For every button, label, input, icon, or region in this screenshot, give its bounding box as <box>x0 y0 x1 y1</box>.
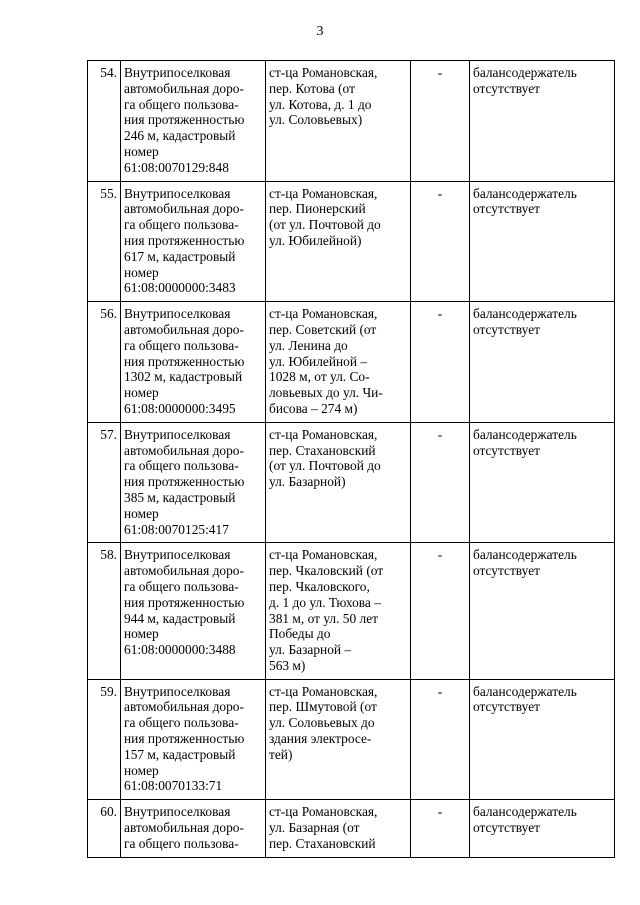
road-location-line: пер. Стахановский <box>269 442 376 458</box>
road-name-line: Внутрипоселковая <box>124 185 231 201</box>
road-name-line: 1302 м, кадастровый <box>124 369 243 385</box>
road-name-line: автомобильная доро- <box>124 201 244 217</box>
road-location-line: бисова – 274 м) <box>269 400 358 416</box>
road-location-cell <box>266 61 411 182</box>
road-name-line: Внутрипоселковая <box>124 547 231 563</box>
balance-holder-line: балансодержатель <box>473 426 577 442</box>
road-name-line: ния протяженностью <box>124 112 245 128</box>
road-registry-table <box>87 60 615 858</box>
road-location-line: ст-ца Романовская, <box>269 426 378 442</box>
empty-value-cell: - <box>411 181 470 302</box>
road-location-line: ст-ца Романовская, <box>269 65 378 80</box>
road-name-line: автомобильная доро- <box>124 563 244 579</box>
road-location-line: 563 м) <box>269 657 306 673</box>
balance-holder-cell <box>470 61 615 182</box>
table-row <box>88 543 615 679</box>
road-location-line: ул. Базарная (от <box>269 820 360 836</box>
road-location-line: ул. Котова, д. 1 до <box>269 96 372 112</box>
balance-holder-line: балансодержатель <box>473 185 577 201</box>
road-location-line: ст-ца Романовская, <box>269 185 378 201</box>
balance-holder-line: отсутствует <box>473 820 540 836</box>
road-name-line: 157 м, кадастровый <box>124 746 236 762</box>
road-location-line: Победы до <box>269 626 331 642</box>
balance-holder-line: балансодержатель <box>473 683 577 699</box>
table-row <box>88 800 615 857</box>
balance-holder-line: отсутствует <box>473 80 540 96</box>
balance-holder-cell <box>470 422 615 543</box>
balance-holder-line: балансодержатель <box>473 804 577 820</box>
road-name-line: 61:08:0070133:71 <box>124 778 223 794</box>
road-location-line: ст-ца Романовская, <box>269 547 378 563</box>
road-name-line: га общего пользова- <box>124 96 239 112</box>
road-name-line: Внутрипоселковая <box>124 306 231 322</box>
road-name-line: ния протяженностью <box>124 353 245 369</box>
road-name-line: Внутрипоселковая <box>124 426 231 442</box>
road-location-line: ст-ца Романовская, <box>269 683 378 699</box>
road-location-line: пер. Котова (от <box>269 80 355 96</box>
road-name-line: Внутрипоселковая <box>124 683 231 699</box>
road-name-line: га общего пользова- <box>124 337 239 353</box>
empty-value-cell: - <box>411 543 470 679</box>
road-name-line: га общего пользова- <box>124 835 239 851</box>
balance-holder-cell <box>470 302 615 423</box>
road-location-line: д. 1 до ул. Тюхова – <box>269 594 381 610</box>
balance-holder-cell <box>470 181 615 302</box>
table-row <box>88 302 615 423</box>
table-row <box>88 679 615 800</box>
row-number-cell: 55. <box>88 181 121 302</box>
row-number-cell: 59. <box>88 679 121 800</box>
balance-holder-cell <box>470 800 615 857</box>
road-location-line: 381 м, от ул. 50 лет <box>269 610 379 626</box>
road-location-line: ст-ца Романовская, <box>269 306 378 322</box>
road-location-line: ул. Соловьевых) <box>269 112 363 128</box>
road-location-line: (от ул. Почтовой до <box>269 217 381 233</box>
road-location-cell <box>266 800 411 857</box>
road-location-line: пер. Чкаловский (от <box>269 563 384 579</box>
road-name-line: ния протяженностью <box>124 474 245 490</box>
road-name-cell <box>121 543 266 679</box>
road-name-line: автомобильная доро- <box>124 699 244 715</box>
page-number: 3 <box>316 24 324 39</box>
balance-holder-line: отсутствует <box>473 442 540 458</box>
road-name-line: 385 м, кадастровый <box>124 489 236 505</box>
road-location-cell <box>266 679 411 800</box>
road-name-cell <box>121 181 266 302</box>
balance-holder-line: отсутствует <box>473 321 540 337</box>
road-location-cell <box>266 422 411 543</box>
road-name-line: автомобильная доро- <box>124 321 244 337</box>
road-name-line: номер <box>124 143 159 159</box>
road-location-line: ул. Юбилейной) <box>269 232 362 248</box>
row-number-cell: 57. <box>88 422 121 543</box>
road-name-line: 617 м, кадастровый <box>124 248 236 264</box>
road-name-line: га общего пользова- <box>124 578 239 594</box>
table-body <box>88 61 615 858</box>
road-location-cell <box>266 543 411 679</box>
road-name-cell <box>121 800 266 857</box>
road-name-line: ния протяженностью <box>124 594 245 610</box>
road-name-line: Внутрипоселковая <box>124 65 231 80</box>
balance-holder-line: отсутствует <box>473 201 540 217</box>
empty-value-cell: - <box>411 302 470 423</box>
balance-holder-line: балансодержатель <box>473 306 577 322</box>
row-number-cell: 60. <box>88 800 121 857</box>
road-name-line: га общего пользова- <box>124 715 239 731</box>
road-location-line: пер. Пионерский <box>269 201 366 217</box>
road-name-line: номер <box>124 762 159 778</box>
row-number-cell: 54. <box>88 61 121 182</box>
road-name-cell <box>121 61 266 182</box>
table-row <box>88 181 615 302</box>
road-name-line: ния протяженностью <box>124 232 245 248</box>
road-name-line: 61:08:0000000:3483 <box>124 280 236 296</box>
empty-value-cell: - <box>411 61 470 182</box>
road-name-line: 61:08:0000000:3488 <box>124 642 236 658</box>
road-location-line: 1028 м, от ул. Со- <box>269 369 370 385</box>
road-name-line: 61:08:0000000:3495 <box>124 400 236 416</box>
road-name-cell <box>121 679 266 800</box>
road-location-cell <box>266 302 411 423</box>
road-name-line: автомобильная доро- <box>124 442 244 458</box>
road-name-cell <box>121 302 266 423</box>
road-location-line: тей) <box>269 746 293 762</box>
empty-value-cell: - <box>411 800 470 857</box>
empty-value-cell: - <box>411 679 470 800</box>
road-location-line: пер. Шмутовой (от <box>269 699 377 715</box>
road-location-line: пер. Стахановский <box>269 835 376 851</box>
road-location-line: ул. Базарной) <box>269 474 346 490</box>
road-name-line: 944 м, кадастровый <box>124 610 236 626</box>
road-location-line: пер. Советский (от <box>269 321 377 337</box>
row-number-cell: 58. <box>88 543 121 679</box>
road-location-line: ловьевых до ул. Чи- <box>269 385 383 401</box>
road-name-line: номер <box>124 626 159 642</box>
balance-holder-cell <box>470 679 615 800</box>
road-name-line: 61:08:0070129:848 <box>124 159 229 175</box>
balance-holder-line: отсутствует <box>473 699 540 715</box>
table-row <box>88 422 615 543</box>
balance-holder-line: балансодержатель <box>473 65 577 80</box>
road-name-line: ния протяженностью <box>124 731 245 747</box>
road-name-line: автомобильная доро- <box>124 80 244 96</box>
road-name-line: номер <box>124 264 159 280</box>
road-location-line: ул. Ленина до <box>269 337 348 353</box>
table-row <box>88 61 615 182</box>
road-name-line: 246 м, кадастровый <box>124 128 236 144</box>
road-name-cell <box>121 422 266 543</box>
road-location-line: пер. Чкаловского, <box>269 578 370 594</box>
road-name-line: автомобильная доро- <box>124 820 244 836</box>
road-location-line: ул. Юбилейной – <box>269 353 368 369</box>
balance-holder-line: отсутствует <box>473 563 540 579</box>
road-name-line: га общего пользова- <box>124 217 239 233</box>
road-location-line: ст-ца Романовская, <box>269 804 378 820</box>
empty-value-cell: - <box>411 422 470 543</box>
row-number-cell: 56. <box>88 302 121 423</box>
road-name-line: 61:08:0070125:417 <box>124 521 229 537</box>
road-name-line: номер <box>124 505 159 521</box>
road-location-line: (от ул. Почтовой до <box>269 458 381 474</box>
road-name-line: Внутрипоселковая <box>124 804 231 820</box>
road-name-line: га общего пользова- <box>124 458 239 474</box>
road-location-line: ул. Соловьевых до <box>269 715 375 731</box>
balance-holder-line: балансодержатель <box>473 547 577 563</box>
balance-holder-cell <box>470 543 615 679</box>
road-name-line: номер <box>124 385 159 401</box>
road-location-line: здания электросе- <box>269 731 372 747</box>
road-location-cell <box>266 181 411 302</box>
road-location-line: ул. Базарной – <box>269 642 352 658</box>
